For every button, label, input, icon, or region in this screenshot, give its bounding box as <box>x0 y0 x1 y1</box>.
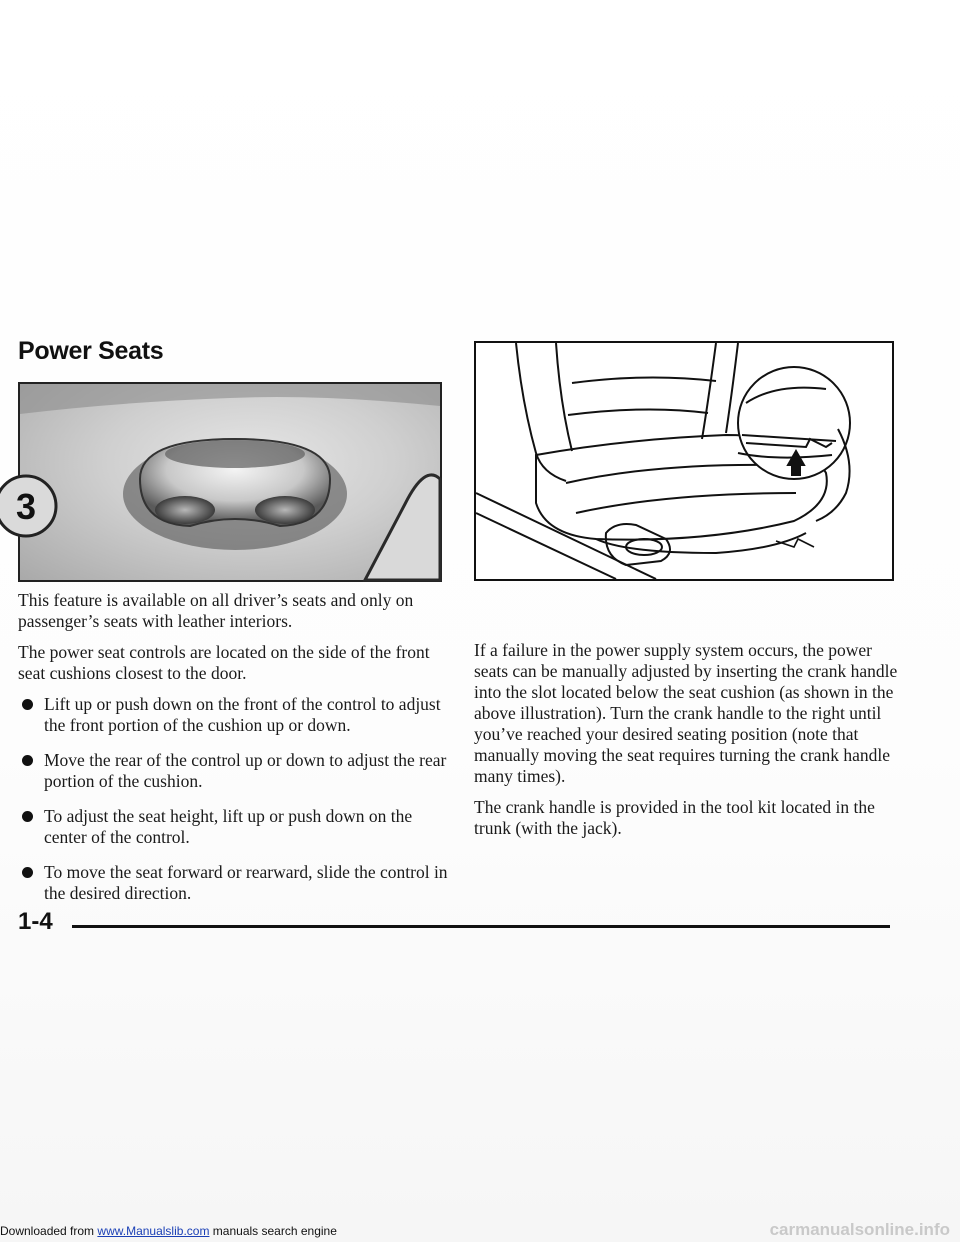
paragraph: The crank handle is provided in the tool kit located in the trunk (with the jack). <box>474 797 875 838</box>
manualslib-link[interactable]: www.Manualslib.com <box>97 1224 210 1238</box>
list-item <box>18 862 448 904</box>
list-item-text: To adjust the seat height, lift up or push down on the center of the control. <box>44 806 413 847</box>
paragraph: This feature is available on all driver’s seats and only on passenger’s seats with leather interiors. <box>18 590 414 631</box>
download-suffix: manuals search engine <box>212 1224 337 1238</box>
page-title: Power Seats <box>18 337 164 365</box>
paragraph: The power seat controls are located on the side of the front seat cushions closest to the door. <box>18 642 430 683</box>
list-item <box>18 750 448 792</box>
footer-divider <box>72 925 890 928</box>
seat-crank-illustration <box>474 341 894 581</box>
bullet-icon <box>22 867 33 878</box>
list-item <box>18 694 448 736</box>
seat-control-photo-graphic <box>16 384 440 580</box>
seat-crank-illustration-graphic <box>476 343 892 579</box>
bullet-icon <box>22 699 33 710</box>
seat-icon-label: 3 <box>16 486 37 527</box>
left-column <box>18 590 448 918</box>
bullet-icon <box>22 755 33 766</box>
page-number: 1-4 <box>18 908 53 935</box>
download-prefix: Downloaded from <box>0 1224 95 1238</box>
list-item <box>18 806 448 848</box>
bullet-icon <box>22 811 33 822</box>
watermark-text: carmanualsonline.info <box>769 1220 950 1239</box>
list-item-text: Lift up or push down on the front of the control to adjust the front portion of the cushion up or down. <box>44 694 441 735</box>
list-item-text: To move the seat forward or rearward, slide the control in the desired direction. <box>44 862 448 903</box>
download-footer <box>0 1224 337 1242</box>
instruction-list <box>18 694 448 904</box>
list-item-text: Move the rear of the control up or down to adjust the rear portion of the cushion. <box>44 750 447 791</box>
seat-control-photo <box>18 382 442 582</box>
paragraph: If a failure in the power supply system occurs, the power seats can be manually adjusted by inserting the crank handle into the slot located below the seat cushion (as shown in the above illustration). Turn the crank handle to the right until you’ve reached your desired seating position (note that manually moving the seat requires turning the crank handle many times). <box>474 640 898 786</box>
right-column <box>474 640 904 849</box>
